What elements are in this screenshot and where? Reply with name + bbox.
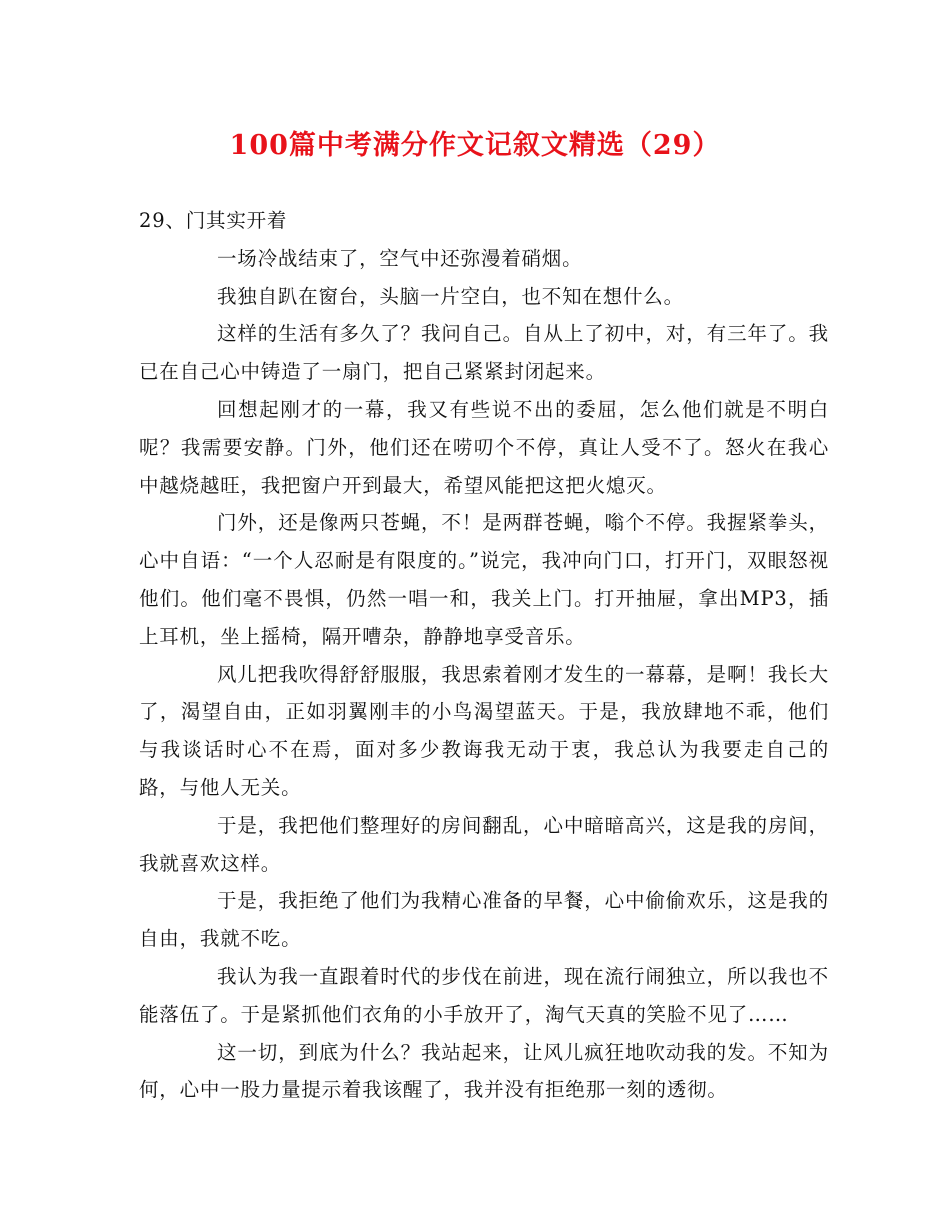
paragraph: 这样的生活有多久了？我问自己。自从上了初中，对，有三年了。我已在自己心中铸造了一扇门，把自己紧紧封闭起来。 xyxy=(139,322,829,384)
paragraph: 于是，我拒绝了他们为我精心准备的早餐，心中偷偷欢乐，这是我的自由，我就不吃。 xyxy=(139,889,829,951)
document-body xyxy=(139,202,829,1109)
paragraph: 回想起刚才的一幕，我又有些说不出的委屈，怎么他们就是不明白呢？我需要安静。门外，他们还在唠叨个不停，真让人受不了。怒火在我心中越烧越旺，我把窗户开到最大，希望风能把这把火熄灭。 xyxy=(139,397,829,497)
essay-subtitle: 29、门其实开着 xyxy=(139,209,288,232)
paragraph: 这一切，到底为什么？我站起来，让风儿疯狂地吹动我的发。不知为何，心中一股力量提示着我该醒了，我并没有拒绝那一刻的透彻。 xyxy=(139,1040,829,1102)
paragraph: 风儿把我吹得舒舒服服，我思索着刚才发生的一幕幕，是啊！我长大了，渴望自由，正如羽翼刚丰的小鸟渴望蓝天。于是，我放肆地不乖，他们与我谈话时心不在焉，面对多少教诲我无动于衷，我总认为我要走自己的路，与他人无关。 xyxy=(139,662,829,799)
paragraph: 于是，我把他们整理好的房间翻乱，心中暗暗高兴，这是我的房间，我就喜欢这样。 xyxy=(139,813,829,875)
paragraph: 我认为我一直跟着时代的步伐在前进，现在流行闹独立，所以我也不能落伍了。于是紧抓他们衣角的小手放开了，淘气天真的笑脸不见了…… xyxy=(139,964,829,1026)
document-title: 100篇中考满分作文记叙文精选（29） xyxy=(229,130,721,161)
paragraph: 我独自趴在窗台，头脑一片空白，也不知在想什么。 xyxy=(217,284,684,308)
paragraph: 一场冷战结束了，空气中还弥漫着硝烟。 xyxy=(217,246,583,270)
paragraph: 门外，还是像两只苍蝇，不！是两群苍蝇，嗡个不停。我握紧拳头，心中自语：“一个人忍耐是有限度的。”说完，我冲向门口，打开门，双眼怒视他们。他们毫不畏惧，仍然一唱一和，我关上门。打开抽屉，拿出MP3，插上耳机，坐上摇椅，隔开嘈杂，静静地享受音乐。 xyxy=(139,511,829,648)
